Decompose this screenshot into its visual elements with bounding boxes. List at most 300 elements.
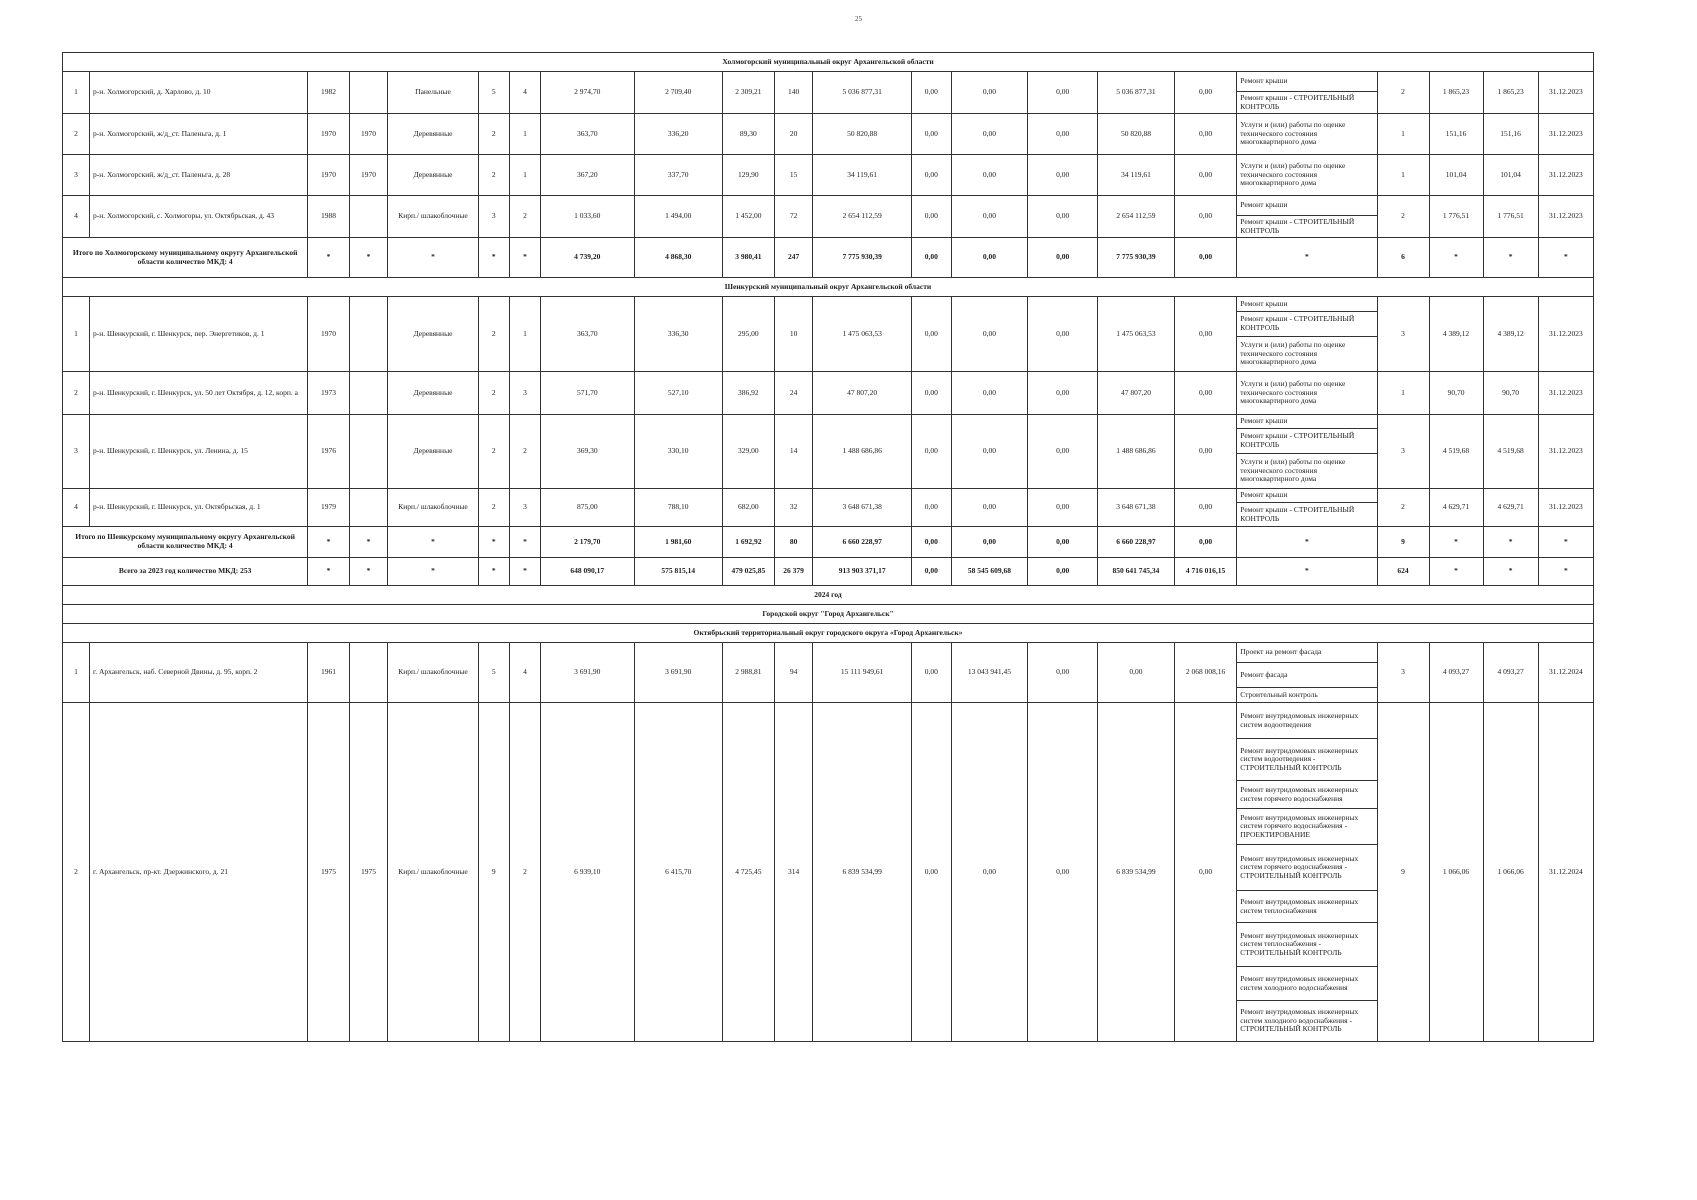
placeholder-star: * [349,527,387,558]
area-cell: 3 691,90 [634,643,722,703]
total-works-count: 6 [1377,238,1429,278]
year-renovated [349,372,387,415]
works-count: 3 [1377,297,1429,372]
table-row [63,643,1594,703]
funding-cell: 0,00 [1174,196,1236,238]
residents-count: 94 [774,643,812,703]
total-value: 7 775 930,39 [813,238,912,278]
works-cell [1237,155,1377,196]
funding-cell: 0,00 [912,114,951,155]
total-value: 4 716 016,15 [1174,558,1236,586]
placeholder-star: * [308,238,350,278]
funding-cell: 0,00 [951,155,1028,196]
funding-cell: 6 839 534,99 [1098,703,1175,1042]
unit-cost-limit: 4 519,68 [1483,415,1538,489]
total-cost: 1 475 063,53 [813,297,912,372]
repair-plan-sheet [62,52,1594,1042]
placeholder-star: * [308,558,350,586]
work-item: Услуги и (или) работы по оценке технического состояния многоквартирного дома [1240,340,1346,367]
total-value: 479 025,85 [722,558,774,586]
total-works-count: 624 [1377,558,1429,586]
total-cost: 3 648 671,38 [813,489,912,527]
funding-cell: 0,00 [951,72,1028,114]
floors-count: 9 [478,703,509,1042]
placeholder-star: * [1237,558,1377,586]
funding-cell: 0,00 [1174,489,1236,527]
work-item: Ремонт фасада [1237,663,1376,688]
funding-cell: 0,00 [912,489,951,527]
funding-cell: 0,00 [912,297,951,372]
total-cost: 34 119,61 [813,155,912,196]
placeholder-star: * [1483,527,1538,558]
row-number: 2 [63,703,90,1042]
wall-material: Деревянные [388,297,478,372]
work-item: Ремонт крыши - СТРОИТЕЛЬНЫЙ КОНТРОЛЬ [1240,504,1355,523]
placeholder-star: * [478,558,509,586]
year-renovated: 1975 [349,703,387,1042]
placeholder-star: * [1538,238,1593,278]
total-row [63,527,1594,558]
work-item: Ремонт крыши [1237,297,1376,312]
wall-material: Деревянные [388,155,478,196]
table-row [63,196,1594,238]
address-cell: р-н. Холмогорский, ж/д_ст. Паленьга, д. 1 [90,114,308,155]
placeholder-star: * [1429,238,1483,278]
total-label: Всего за 2023 год количество МКД: 253 [63,558,308,586]
funding-cell: 0,00 [1028,155,1098,196]
placeholder-star: * [308,527,350,558]
page-number: 25 [855,15,862,23]
floors-count: 2 [478,114,509,155]
total-value: 247 [774,238,812,278]
unit-cost: 151,16 [1429,114,1483,155]
work-item: Ремонт крыши - СТРОИТЕЛЬНЫЙ КОНТРОЛЬ [1240,216,1355,235]
unit-cost: 1 066,06 [1429,703,1483,1042]
year-built: 1982 [308,72,350,114]
residents-count: 15 [774,155,812,196]
total-value: 2 179,70 [541,527,635,558]
funding-cell: 0,00 [1028,415,1098,489]
deadline-date: 31.12.2024 [1538,643,1593,703]
area-cell: 367,20 [541,155,635,196]
table-row [63,415,1594,489]
work-item: Ремонт внутридомовых инженерных систем горячего водоснабжения [1237,781,1376,809]
residents-count: 14 [774,415,812,489]
wall-material: Кирп./ шлакоблочные [388,643,478,703]
year-built: 1973 [308,372,350,415]
area-cell: 571,70 [541,372,635,415]
funding-cell: 0,00 [1174,703,1236,1042]
work-item: Ремонт внутридомовых инженерных систем водоотведения - СТРОИТЕЛЬНЫЙ КОНТРОЛЬ [1237,739,1376,781]
floors-count: 5 [478,643,509,703]
area-cell: 2 988,81 [722,643,774,703]
address-cell: р-н. Шенкурский, г. Шенкурск, пер. Энергетиков, д. 1 [90,297,308,372]
funding-cell: 0,00 [912,196,951,238]
unit-cost-limit: 1 865,23 [1483,72,1538,114]
address-cell: р-н. Холмогорский, с. Холмогоры, ул. Октябрьская, д. 43 [90,196,308,238]
unit-cost: 4 629,71 [1429,489,1483,527]
year-renovated [349,643,387,703]
work-item: Ремонт внутридомовых инженерных систем водоотведения [1237,703,1376,739]
deadline-date: 31.12.2023 [1538,297,1593,372]
funding-cell: 0,00 [912,72,951,114]
total-value: 0,00 [912,527,951,558]
placeholder-star: * [349,238,387,278]
funding-cell: 0,00 [912,703,951,1042]
row-number: 3 [63,155,90,196]
address-cell: р-н. Шенкурский, г. Шенкурск, ул. Ленина, д. 15 [90,415,308,489]
residents-count: 314 [774,703,812,1042]
work-item: Строительный контроль [1240,689,1318,699]
entrances-count: 3 [509,489,540,527]
row-number: 4 [63,196,90,238]
works-cell [1237,114,1377,155]
year-built: 1970 [308,297,350,372]
residents-count: 32 [774,489,812,527]
funding-cell: 0,00 [1174,297,1236,372]
table-row [63,72,1594,114]
placeholder-star: * [1237,238,1377,278]
entrances-count: 1 [509,155,540,196]
deadline-date: 31.12.2023 [1538,415,1593,489]
funding-cell: 1 488 686,86 [1098,415,1175,489]
works-count: 2 [1377,72,1429,114]
placeholder-star: * [478,238,509,278]
placeholder-star: * [1483,238,1538,278]
unit-cost: 4 093,27 [1429,643,1483,703]
total-value: 850 641 745,34 [1098,558,1175,586]
year-renovated: 1970 [349,114,387,155]
year-built: 1970 [308,155,350,196]
area-cell: 6 939,10 [541,703,635,1042]
wall-material: Кирп./ шлакоблочные [388,196,478,238]
row-number: 2 [63,372,90,415]
placeholder-star: * [1538,527,1593,558]
work-item: Ремонт крыши - СТРОИТЕЛЬНЫЙ КОНТРОЛЬ [1240,92,1355,111]
funding-cell: 0,00 [912,415,951,489]
unit-cost: 4 519,68 [1429,415,1483,489]
placeholder-star: * [349,558,387,586]
area-cell: 329,00 [722,415,774,489]
funding-cell: 0,00 [1028,196,1098,238]
total-row [63,558,1594,586]
work-item: Услуги и (или) работы по оценке технического состояния многоквартирного дома [1240,379,1346,406]
year-built: 1975 [308,703,350,1042]
funding-cell: 0,00 [1174,114,1236,155]
works-cell [1237,703,1377,1042]
funding-cell: 0,00 [951,372,1028,415]
entrances-count: 2 [509,196,540,238]
work-item: Услуги и (или) работы по оценке технического состояния многоквартирного дома [1240,120,1346,147]
section-header [63,605,1594,624]
area-cell: 295,00 [722,297,774,372]
placeholder-star: * [509,527,540,558]
total-value: 6 660 228,97 [813,527,912,558]
area-cell: 89,30 [722,114,774,155]
work-item: Ремонт внутридомовых инженерных систем теплоснабжения - СТРОИТЕЛЬНЫЙ КОНТРОЛЬ [1237,923,1376,967]
residents-count: 140 [774,72,812,114]
residents-count: 24 [774,372,812,415]
unit-cost-limit: 101,04 [1483,155,1538,196]
area-cell: 336,30 [634,297,722,372]
row-number: 1 [63,643,90,703]
area-cell: 2 974,70 [541,72,635,114]
work-item: Ремонт внутридомовых инженерных систем холодного водоснабжения [1237,967,1376,1001]
total-cost: 5 036 877,31 [813,72,912,114]
deadline-date: 31.12.2023 [1538,372,1593,415]
total-value: 0,00 [1174,527,1236,558]
work-item: Ремонт крыши - СТРОИТЕЛЬНЫЙ КОНТРОЛЬ [1237,429,1376,454]
area-cell: 682,00 [722,489,774,527]
work-item: Ремонт внутридомовых инженерных систем горячего водоснабжения - СТРОИТЕЛЬНЫЙ КОНТРОЛЬ [1237,845,1376,891]
address-cell: г. Архангельск, пр-кт. Дзержинского, д. 21 [90,703,308,1042]
placeholder-star: * [509,238,540,278]
year-renovated [349,489,387,527]
year-built: 1961 [308,643,350,703]
funding-cell: 2 654 112,59 [1098,196,1175,238]
section-title: Шенкурский муниципальный округ Архангельской области [63,278,1594,297]
year-built: 1970 [308,114,350,155]
year-header [63,586,1594,605]
total-cost: 6 839 534,99 [813,703,912,1042]
year-built: 1979 [308,489,350,527]
total-cost: 50 820,88 [813,114,912,155]
year-renovated: 1970 [349,155,387,196]
funding-cell: 0,00 [1098,643,1175,703]
total-value: 0,00 [1174,238,1236,278]
unit-cost-limit: 1 066,06 [1483,703,1538,1042]
table-row [63,489,1594,527]
placeholder-star: * [1538,558,1593,586]
unit-cost: 4 389,12 [1429,297,1483,372]
works-cell [1237,196,1377,238]
unit-cost-limit: 1 776,51 [1483,196,1538,238]
section-title: Холмогорский муниципальный округ Архангельской области [63,53,1594,72]
area-cell: 527,10 [634,372,722,415]
area-cell: 129,90 [722,155,774,196]
funding-cell: 13 043 941,45 [951,643,1028,703]
deadline-date: 31.12.2023 [1538,114,1593,155]
total-label: Итого по Шенкурскому муниципальному округу Архангельской области количество МКД: 4 [63,527,308,558]
area-cell: 2 309,21 [722,72,774,114]
funding-cell: 47 807,20 [1098,372,1175,415]
section-header [63,278,1594,297]
table-row [63,703,1594,1042]
total-value: 648 090,17 [541,558,635,586]
funding-cell: 0,00 [1028,703,1098,1042]
residents-count: 20 [774,114,812,155]
funding-cell: 2 068 008,16 [1174,643,1236,703]
total-value: 80 [774,527,812,558]
work-item: Ремонт внутридомовых инженерных систем холодного водоснабжения - СТРОИТЕЛЬНЫЙ КОНТРОЛЬ [1240,1007,1359,1034]
entrances-count: 2 [509,415,540,489]
wall-material: Кирп./ шлакоблочные [388,489,478,527]
funding-cell: 0,00 [1174,155,1236,196]
funding-cell: 0,00 [1028,372,1098,415]
total-row [63,238,1594,278]
funding-cell: 0,00 [1174,72,1236,114]
year-renovated [349,297,387,372]
total-value: 0,00 [1028,558,1098,586]
section-title: Городской округ "Город Архангельск" [63,605,1594,624]
year-built: 1988 [308,196,350,238]
section-header [63,53,1594,72]
funding-cell: 0,00 [1028,489,1098,527]
placeholder-star: * [1237,527,1377,558]
entrances-count: 3 [509,372,540,415]
unit-cost: 101,04 [1429,155,1483,196]
work-item: Услуги и (или) работы по оценке технического состояния многоквартирного дома [1240,457,1346,484]
entrances-count: 2 [509,703,540,1042]
area-cell: 363,70 [541,114,635,155]
area-cell: 336,20 [634,114,722,155]
area-cell: 6 415,70 [634,703,722,1042]
repair-plan-table [62,52,1594,1042]
total-value: 0,00 [1028,238,1098,278]
unit-cost: 1 776,51 [1429,196,1483,238]
address-cell: р-н. Холмогорский, д. Харлово, д. 10 [90,72,308,114]
table-row [63,155,1594,196]
area-cell: 1 033,60 [541,196,635,238]
floors-count: 2 [478,415,509,489]
row-number: 1 [63,297,90,372]
works-count: 1 [1377,372,1429,415]
funding-cell: 0,00 [1174,372,1236,415]
total-value: 3 980,41 [722,238,774,278]
area-cell: 2 709,40 [634,72,722,114]
work-item: Ремонт крыши [1237,72,1376,92]
work-item: Ремонт крыши [1237,489,1376,503]
funding-cell: 0,00 [912,643,951,703]
row-number: 2 [63,114,90,155]
funding-cell: 50 820,88 [1098,114,1175,155]
row-number: 1 [63,72,90,114]
wall-material: Деревянные [388,114,478,155]
year-built: 1976 [308,415,350,489]
unit-cost-limit: 151,16 [1483,114,1538,155]
works-count: 3 [1377,415,1429,489]
entrances-count: 4 [509,72,540,114]
work-item: Ремонт крыши [1237,415,1376,429]
floors-count: 2 [478,372,509,415]
placeholder-star: * [388,527,478,558]
total-works-count: 9 [1377,527,1429,558]
row-number: 4 [63,489,90,527]
total-value: 26 379 [774,558,812,586]
entrances-count: 4 [509,643,540,703]
placeholder-star: * [1429,558,1483,586]
work-item: Проект на ремонт фасада [1237,643,1376,663]
unit-cost-limit: 90,70 [1483,372,1538,415]
total-value: 0,00 [912,558,951,586]
table-row [63,114,1594,155]
table-body [63,53,1594,1042]
area-cell: 4 725,45 [722,703,774,1042]
area-cell: 363,70 [541,297,635,372]
placeholder-star: * [388,238,478,278]
floors-count: 5 [478,72,509,114]
total-value: 6 660 228,97 [1098,527,1175,558]
floors-count: 3 [478,196,509,238]
funding-cell: 0,00 [951,297,1028,372]
work-item: Услуги и (или) работы по оценке технического состояния многоквартирного дома [1240,161,1346,188]
address-cell: р-н. Холмогорский, ж/д_ст. Паленьга, д. 28 [90,155,308,196]
row-number: 3 [63,415,90,489]
work-item: Ремонт крыши - СТРОИТЕЛЬНЫЙ КОНТРОЛЬ [1237,312,1376,337]
total-cost: 2 654 112,59 [813,196,912,238]
works-count: 2 [1377,196,1429,238]
works-count: 3 [1377,643,1429,703]
area-cell: 330,10 [634,415,722,489]
works-cell [1237,489,1377,527]
wall-material: Деревянные [388,372,478,415]
deadline-date: 31.12.2023 [1538,72,1593,114]
placeholder-star: * [478,527,509,558]
funding-cell: 0,00 [951,489,1028,527]
total-value: 1 692,92 [722,527,774,558]
work-item: Ремонт внутридомовых инженерных систем горячего водоснабжения - ПРОЕКТИРОВАНИЕ [1237,809,1376,845]
funding-cell: 0,00 [1028,297,1098,372]
funding-cell: 0,00 [1028,114,1098,155]
total-value: 0,00 [951,527,1028,558]
total-label: Итого по Холмогорскому муниципальному округу Архангельской области количество МКД: 4 [63,238,308,278]
placeholder-star: * [509,558,540,586]
wall-material: Деревянные [388,415,478,489]
works-count: 1 [1377,155,1429,196]
residents-count: 72 [774,196,812,238]
funding-cell: 0,00 [1174,415,1236,489]
section-title: 2024 год [63,586,1594,605]
placeholder-star: * [1429,527,1483,558]
year-renovated [349,415,387,489]
floors-count: 2 [478,297,509,372]
funding-cell: 5 036 877,31 [1098,72,1175,114]
floors-count: 2 [478,489,509,527]
total-value: 913 903 371,17 [813,558,912,586]
residents-count: 10 [774,297,812,372]
placeholder-star: * [388,558,478,586]
works-cell [1237,72,1377,114]
placeholder-star: * [1483,558,1538,586]
total-value: 4 868,30 [634,238,722,278]
total-value: 0,00 [1028,527,1098,558]
funding-cell: 0,00 [951,114,1028,155]
entrances-count: 1 [509,297,540,372]
total-value: 0,00 [912,238,951,278]
area-cell: 337,70 [634,155,722,196]
total-cost: 47 807,20 [813,372,912,415]
unit-cost-limit: 4 629,71 [1483,489,1538,527]
entrances-count: 1 [509,114,540,155]
works-cell [1237,297,1377,372]
section-title: Октябрьский территориальный округ городского округа «Город Архангельск» [63,624,1594,643]
floors-count: 2 [478,155,509,196]
section-header [63,624,1594,643]
deadline-date: 31.12.2023 [1538,155,1593,196]
address-cell: р-н. Шенкурский, г. Шенкурск, ул. Октябрьская, д. 1 [90,489,308,527]
funding-cell: 1 475 063,53 [1098,297,1175,372]
funding-cell: 34 119,61 [1098,155,1175,196]
work-item: Ремонт крыши [1237,196,1376,216]
funding-cell: 0,00 [951,196,1028,238]
wall-material: Панельные [388,72,478,114]
total-cost: 1 488 686,86 [813,415,912,489]
total-value: 58 545 609,68 [951,558,1028,586]
address-cell: р-н. Шенкурский, г. Шенкурск, ул. 50 лет Октября, д. 12, корп. а [90,372,308,415]
area-cell: 369,30 [541,415,635,489]
unit-cost-limit: 4 093,27 [1483,643,1538,703]
area-cell: 386,92 [722,372,774,415]
